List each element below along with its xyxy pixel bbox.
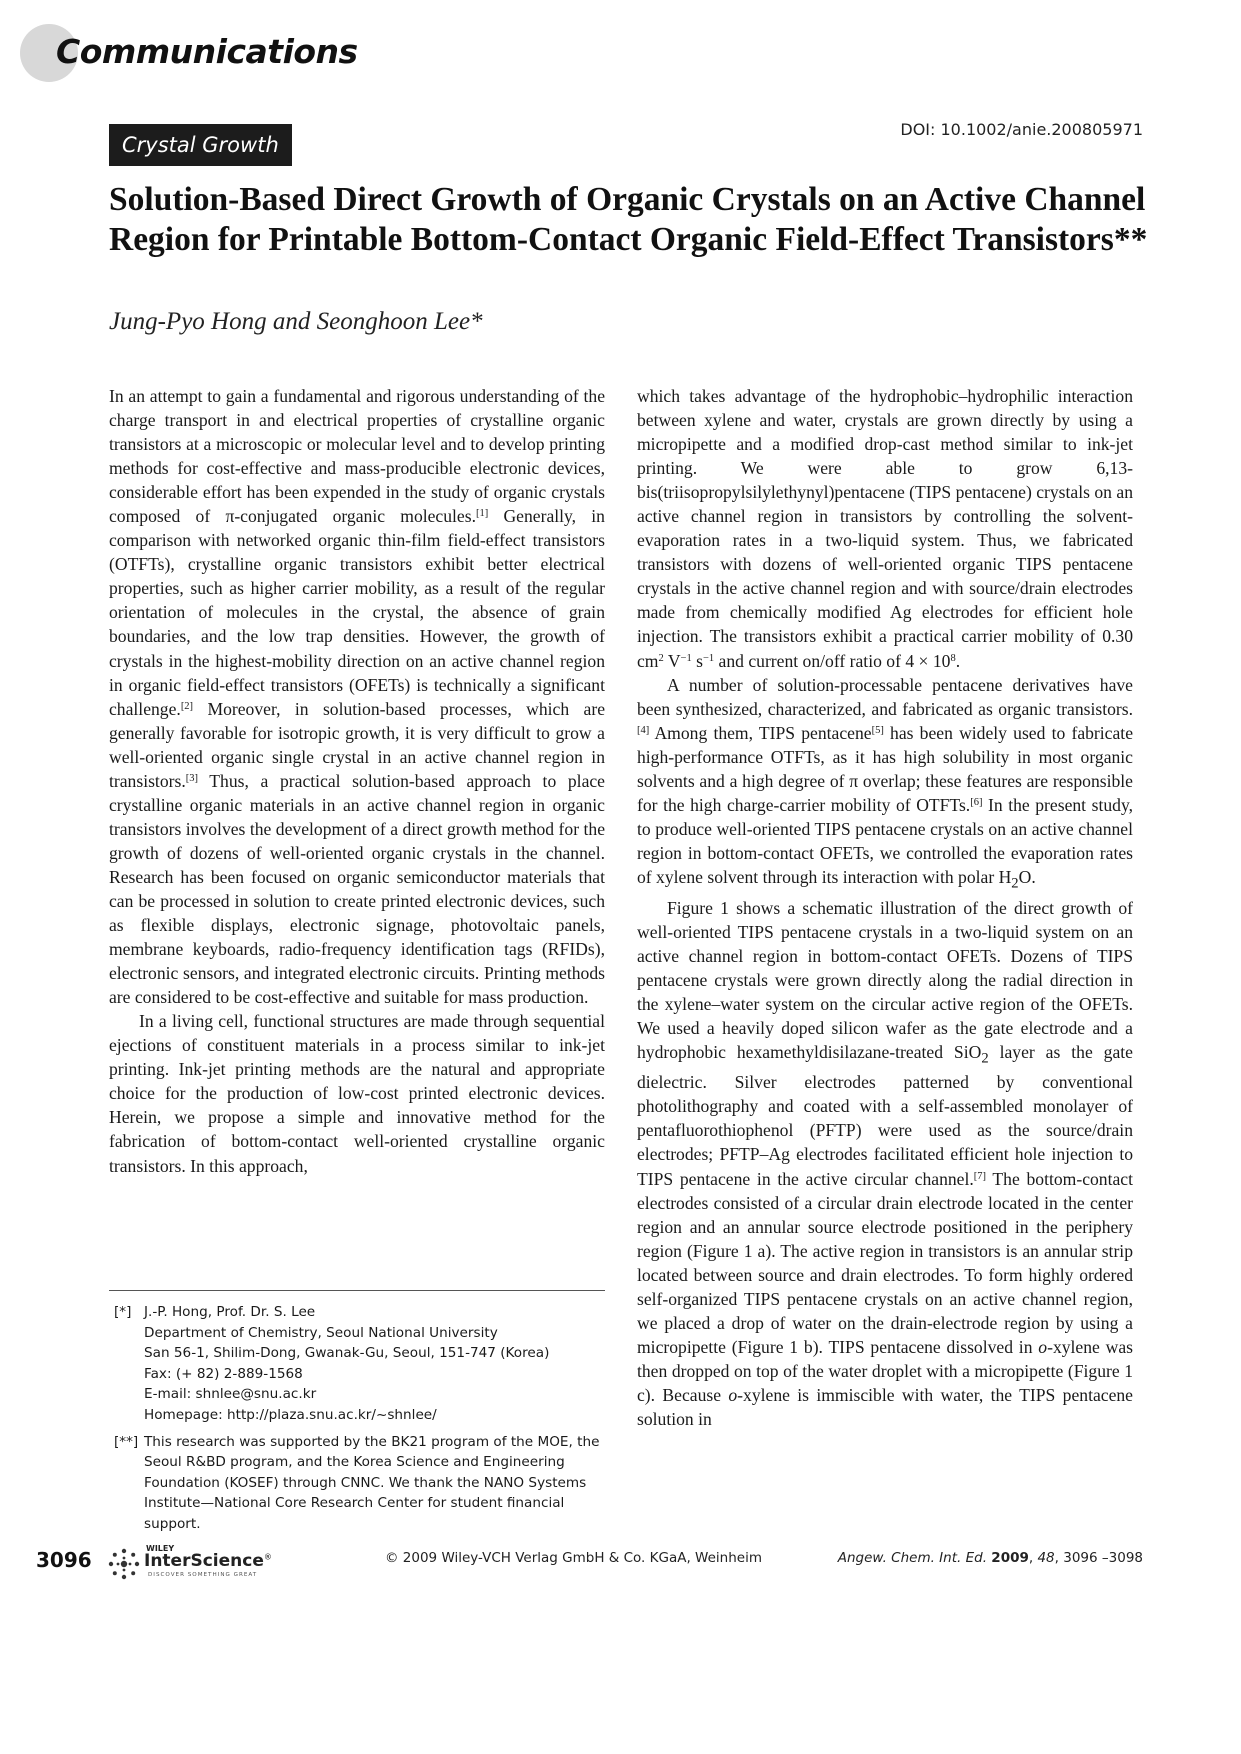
footnote-mark: [*] <box>114 1304 132 1320</box>
copyright-notice: © 2009 Wiley-VCH Verlag GmbH & Co. KGaA, Weinheim <box>385 1550 762 1566</box>
logo-tagline: DISCOVER SOMETHING GREAT <box>148 1572 258 1578</box>
footnote-line: Department of Chemistry, Seoul National University <box>144 1324 498 1341</box>
footnote-line: Foundation (KOSEF) through CNNC. We thank the NANO Systems <box>144 1474 587 1491</box>
citation-ref[interactable]: [1] <box>475 508 489 520</box>
footnote-line: J.-P. Hong, Prof. Dr. S. Lee <box>144 1304 316 1320</box>
article-authors: Jung-Pyo Hong and Seonghoon Lee* <box>109 308 483 335</box>
citation-ref[interactable]: [2] <box>180 700 194 712</box>
footnote-divider <box>109 1290 605 1291</box>
body-column-right <box>637 384 1133 1431</box>
footnote-line: Fax: (+ 82) 2-889-1568 <box>144 1365 303 1382</box>
citation-ref[interactable]: [3] <box>185 772 198 784</box>
footnote-line: San 56-1, Shilim-Dong, Gwanak-Gu, Seoul, 151-747 (Korea) <box>144 1345 550 1362</box>
paragraph: In an attempt to gain a fundamental and rigorous understanding of the charge transport in and electrical properties of crystalline organic transistors at a microscopic or molecular level and to develop printing methods for cost-effective and mass-producible electronic devices, considerable effort has been expended in the study of organic crystals composed of π-conjugated organic molecules.[1] Generally, in comparison with networked organic thin-film field-effect transistors (OTFTs), crystalline organic transistors exhibit better electrical properties, such as higher carrier mobility, as a result of the regular orientation of molecules in the crystal, the absence of grain boundaries, and the low trap densities. However, the growth of crystals in the highest-mobility direction on an active channel region in organic field-effect transistors (OFETs) is technically a significant challenge.[2] Moreover, in solution-based processes, which are generally favorable for isotropic growth, it is very difficult to grow a well-oriented organic single crystal in an active channel region in transistors.[3] Thus, a practical solution-based approach to place crystalline organic materials in an active channel region in organic transistors involves the development of a direct growth method for the growth of dozens of well-oriented organic crystals in the channel. Research has been focused on organic semiconductor materials that can be processed in solution to create printed electronic devices, such as flexible displays, electronic signage, photovoltaic panels, membrane keyboards, radio-frequency identification tags (RFIDs), electronic sensors, and integrated electronic circuits. Printing methods are considered to be cost-effective and suitable for mass production. <box>109 386 605 1008</box>
section-label: Communications <box>56 32 358 71</box>
paragraph: A number of solution-processable pentacene derivatives have been synthesized, characterized, and fabricated as organic transistors.[4] Among them, TIPS pentacene[5] has been widely used to fabricate high-performance OTFTs, as it has high solubility in most organic solvents and a high degree of π overlap; these features are responsible for the high charge-carrier mobility of OTFTs.[6] In the present study, to produce well-oriented TIPS pentacene crystals on an active channel region in bottom-contact OFETs, we controlled the evaporation rates of xylene solvent through its interaction with polar $H_2O$. <box>637 674 1133 892</box>
body-column-left <box>109 384 605 1178</box>
article-title: Solution-Based Direct Growth of Organic Crystals on an Active Channel Region for Printable Bottom-Contact Organic Field-Effect Transistors** <box>109 181 1148 258</box>
footnote-acknowledgment <box>114 1432 604 1535</box>
page-number: 3096 <box>36 1548 92 1572</box>
page-footer <box>0 1544 1241 1588</box>
paragraph: Figure 1 shows a schematic illustration of the direct growth of well-oriented TIPS pentacene crystals in a two-liquid system on an active channel region in bottom-contact OFETs. Dozens of TIPS pentacene crystals were grown directly along the radial direction in the xylene–water system on the circular active region of the OFETs. We used a heavily doped silicon wafer as the gate electrode and a hydrophobic hexamethyldisilazane-treated SiO$_2$ layer as the gate dielectric. Silver electrodes patterned by conventional photolithography and coated with a self-assembled monolayer of pentafluorothiophenol (PFTP) were used as the source/drain electrodes; PFTP–Ag electrodes facilitated efficient hole injection to TIPS pentacene in the active circular channel.[7] The bottom-contact electrodes consisted of a circular drain electrode located in the center region and an annular source electrode positioned in the periphery region (Figure 1 a). The active region in transistors is an annular strip located between source and drain electrodes. To form highly ordered self-organized TIPS pentacene crystals on an active channel region, we placed a drop of water on the drain-electrode region by using a micropipette (Figure 1 b). TIPS pentacene dissolved in o-xylene was then dropped on top of the water droplet with a micropipette (Figure 1 c). Because o-xylene is immiscible with water, the TIPS pentacene solution in <box>637 897 1134 1429</box>
paragraph: In a living cell, functional structures are made through sequential ejections of constituent materials in a process similar to ink-jet printing. Ink-jet printing methods are the natural and appropriate choice for the production of low-cost printed electronic devices. Herein, we propose a simple and innovative method for the fabrication of bottom-contact well-oriented crystalline organic transistors. In this approach, <box>109 1011 605 1176</box>
footnote-line: support. <box>144 1515 201 1532</box>
paragraph: which takes advantage of the hydrophobic–hydrophilic interaction between xylene and water, crystals are grown directly by using a micropipette and a modified drop-cast method similar to ink-jet printing. We were able to grow 6,13-bis(triisopropylsilylethynyl)pentacene (TIPS pentacene) crystals on an active channel region in transistors by controlling the solvent-evaporation rates in a two-liquid system. Thus, we fabricated transistors with dozens of well-oriented organic TIPS pentacene crystals in the active channel region and with source/drain electrodes made from chemically modified Ag electrodes for efficient hole injection. The transistors exhibit a practical carrier mobility of 0.30 $cm^2$ $V^{-1}$ $s^{-1}$ and current on/off ratio of $4 \times 10^8$. <box>637 386 1133 671</box>
logo-star-icon <box>108 1548 140 1580</box>
citation-ref[interactable]: [5] <box>871 724 884 736</box>
doi-text: DOI: 10.1002/anie.200805971 <box>900 120 1143 139</box>
journal-citation: Angew. Chem. Int. Ed. 2009, 48, 3096 –3098 <box>837 1550 1143 1566</box>
interscience-logo <box>108 1544 278 1584</box>
footnote-line: This research was supported by the BK21 program of the MOE, the <box>144 1433 600 1450</box>
category-tag: Crystal Growth <box>109 124 292 166</box>
logo-name: InterScience® <box>144 1551 272 1571</box>
footnote-line: Seoul R&BD program, and the Korea Science and Engineering <box>144 1454 565 1471</box>
footnote-affiliation <box>114 1302 604 1426</box>
citation-ref[interactable]: [4] <box>637 724 650 736</box>
footnote-mark: [**] <box>114 1433 139 1450</box>
logo-wiley: WILEY <box>146 1544 175 1553</box>
footnotes <box>114 1302 604 1541</box>
footnote-line: Institute—National Core Research Center for student financial <box>144 1495 565 1512</box>
email-link[interactable]: E-mail: shnlee@snu.ac.kr <box>144 1386 317 1403</box>
citation-ref[interactable]: [7] <box>973 1170 987 1182</box>
homepage-link[interactable]: Homepage: http://plaza.snu.ac.kr/~shnlee/ <box>144 1406 437 1423</box>
citation-ref[interactable]: [6] <box>970 796 983 808</box>
